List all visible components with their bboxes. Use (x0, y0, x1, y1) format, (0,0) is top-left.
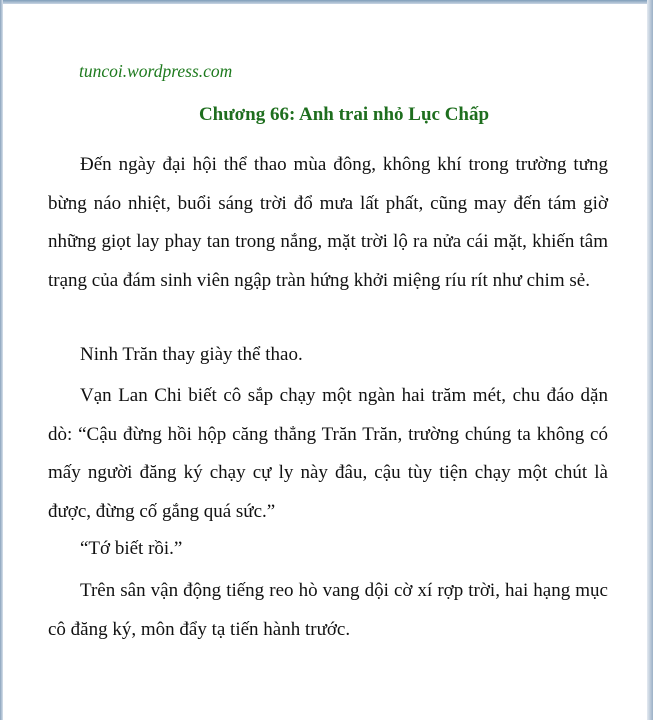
document-page (3, 4, 647, 720)
paragraph-3: Vạn Lan Chi biết cô sắp chạy một ngàn hai trăm mét, chu đáo dặn dò: “Cậu đừng hồi hộp căng thẳng Trăn Trăn, trường chúng ta không có mấy người đăng ký chạy cự ly này đâu, cậu tùy tiện chạy một chút là được, đừng cố gắng quá sức.” (48, 385, 608, 522)
paragraph-5: Trên sân vận động tiếng reo hò vang dội cờ xí rợp trời, hai hạng mục cô đăng ký, môn đẩy tạ tiến hành trước. (48, 580, 608, 640)
paragraph-1: Đến ngày đại hội thể thao mùa đông, không khí trong trường tưng bừng náo nhiệt, buổi sáng trời đổ mưa lất phất, cũng may đến tám giờ những giọt lay phay tan trong nắng, mặt trời lộ ra nửa cái mặt, khiến tâm trạng của đám sinh viên ngập tràn hứng khởi miệng ríu rít như chim sẻ. (48, 154, 608, 291)
paragraph-4: “Tớ biết rồi.” (80, 538, 183, 559)
chapter-title: Chương 66: Anh trai nhỏ Lục Chấp (198, 104, 490, 125)
paragraph-2: Ninh Trăn thay giày thể thao. (80, 344, 303, 365)
site-watermark: tuncoi.wordpress.com (79, 61, 233, 81)
